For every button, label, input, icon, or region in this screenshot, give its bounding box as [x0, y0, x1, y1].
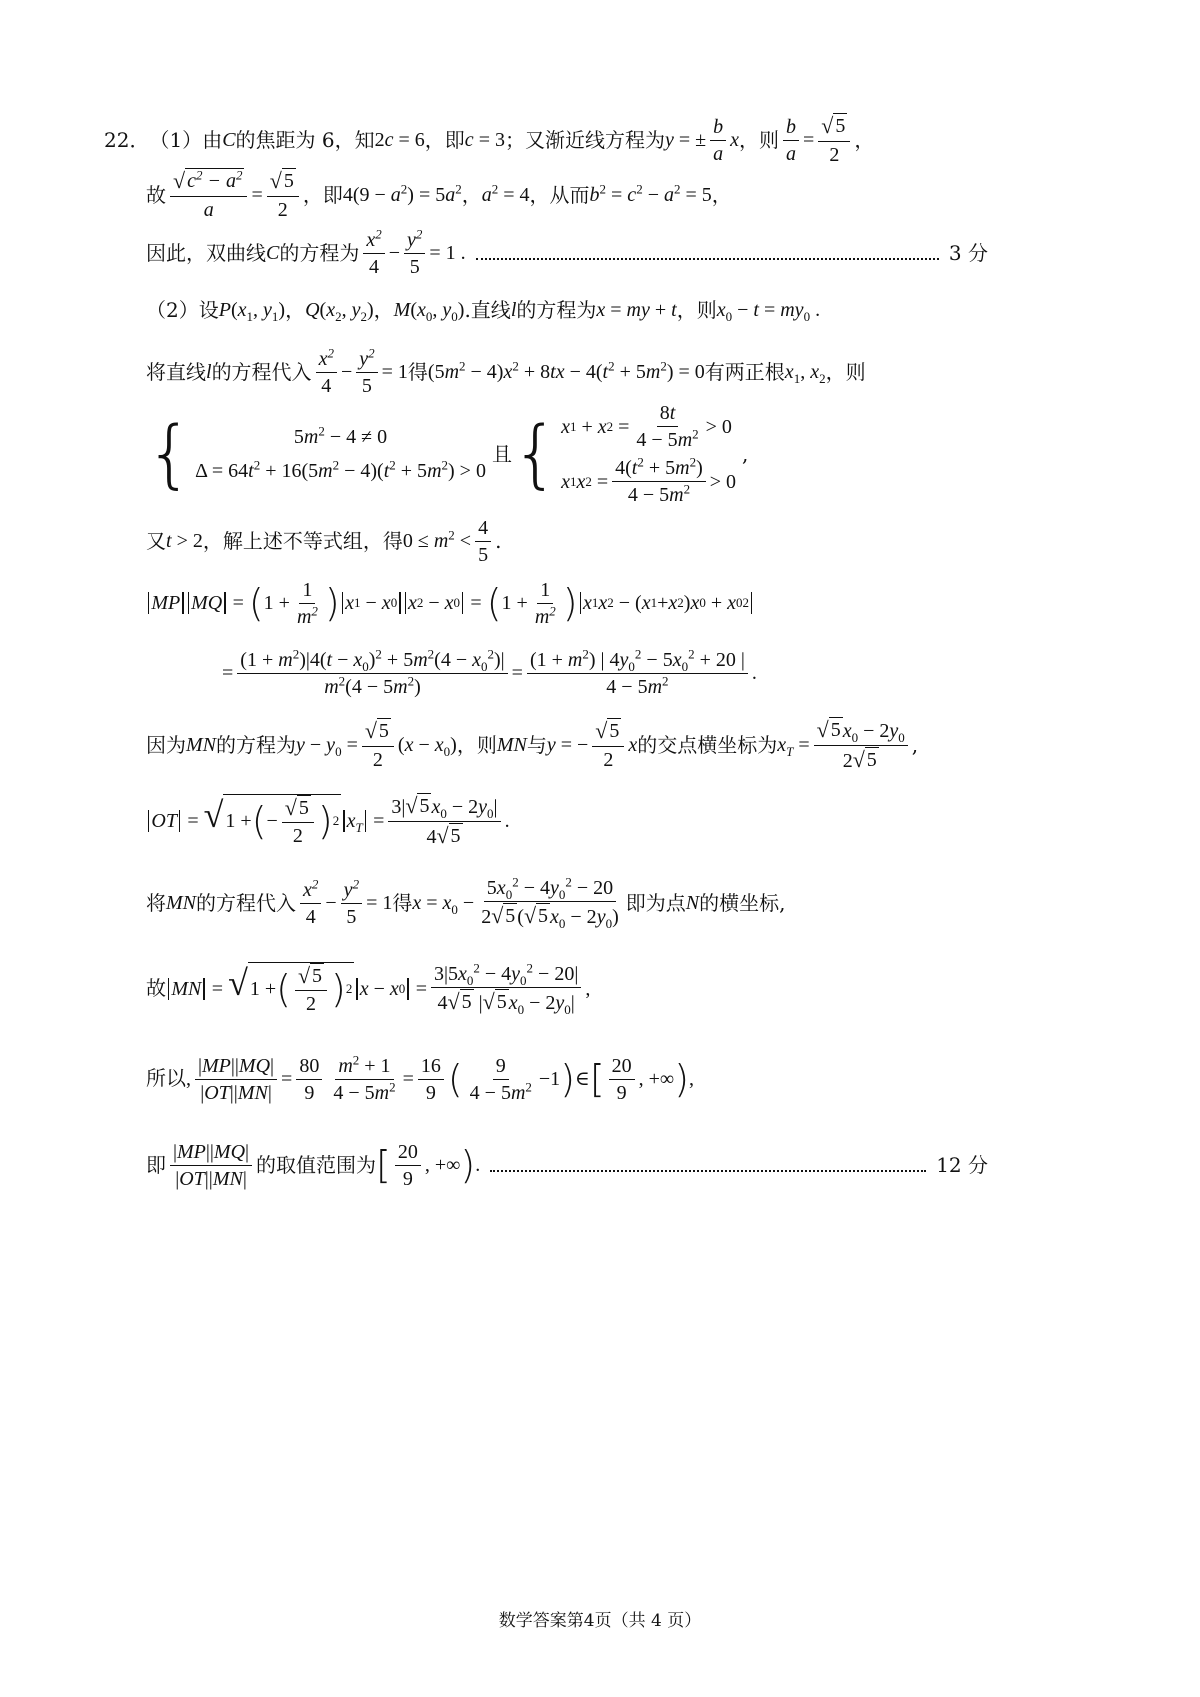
text-fragment: 得 [407, 360, 428, 384]
text-fragment: 由 [202, 128, 223, 152]
dot-leader [490, 1158, 926, 1172]
score-12: 12 分 [936, 1153, 988, 1177]
line-substitute: 将直线 l 的方程代入 $\frac{x^2}{4}$ − $\frac{y^2}{5}$ = 1 得 $(5m^2 - 4)x^2 + 8tx - 4(t^2 + 5m^2) = 0$ 有两正根 $x_1$, $x_2$ ，则 [146, 344, 866, 397]
line-ratio: 所以, $\frac{|MP||MQ|}{|OT||MN|}$ = $\frac{80}{9}$ $\frac{m^2 + 1}{4 - 5m^2}$ = $\frac{16}{9}$ ( $\frac{9}{4 - 5m^2}$ −1 ) ∈ [ $\frac{20}{9}$ , +∞ ) , [146, 1051, 695, 1104]
text-fragment: 的方程为 [516, 298, 597, 322]
text-fragment: ，则 [676, 298, 717, 322]
line-inequality-system: { $5m^2 - 4 \ne 0$ $\Delta = 64t^2 + 16(5m^2 - 4)(t^2 + 5m^2) > 0$ 且 { x 1 + x 2 = $\frac{8t}{4 - 5m^2}$ > 0 x 1 x 2 = $\frac{4(t^2 + 5m^2)}{4 - 5m^2}$ > 0 , [146, 402, 749, 506]
text-fragment: ，从而 [529, 183, 590, 207]
line-final: 即 $\frac{|MP||MQ|}{|OT||MN|}$ 的取值范围为 [ $\frac{20}{9}$ , +∞ ) . 12 分 [146, 1140, 988, 1190]
text-fragment: ，即 [302, 183, 343, 207]
line-part1-intro: 22． （1） 由 C 的焦距为 6，知 2c = 6 ，即 c = 3 ；又渐近线方程为 y = ± $\frac{b}{a}$ x ，则 $\frac{b}{a}$ = √ 5 2 ， [104, 113, 875, 166]
text-fragment: 的取值范围为 [256, 1153, 377, 1177]
text-fragment: 的焦距为 6，知 [235, 128, 375, 152]
text-fragment: 将 [146, 891, 166, 915]
line-ot: OT = √ 1 + ( − √ 5 2 ) 2 $x_T$ = 3| √ 5 $x_0 - 2y_0|$ 4 √ 5 . [146, 790, 746, 852]
line-mn-length: 故 MN = √ 1 + ( √ 5 2 ) 2 x − x 0 = $3|5x_0^2 - 4y_0^2 - 20|$ 4 √ 5 | √ 5 $x_0 - 2y_0|$ , [146, 960, 591, 1018]
text-fragment: ，则 [739, 128, 780, 152]
score-3: 3 分 [948, 241, 988, 265]
text-fragment: 设 [198, 298, 219, 322]
text-fragment: 将直线 [146, 360, 206, 384]
line-n-abscissa: 将 MN 的方程代入 $\frac{x^2}{4}$ − $\frac{y^2}{5}$ = 1 得 $x = x_0$ − $5x_0^2 - 4y_0^2 - 20$ 2 √ 5 ( √ 5 $x_0 - 2y_0$) 即为点 N 的横坐标, [146, 874, 786, 932]
text-fragment: 即为点 [625, 891, 686, 915]
part1-label: （1） [149, 128, 203, 152]
text-fragment: 又 [146, 529, 166, 553]
problem-number: 22． [104, 128, 150, 152]
line-mp-mq-cont: = $\frac{(1 + m^2)|4(t - x_0)^2 + 5m^2(4 - x_0^2)|}{m^2(4 - 5m^2)}$ = $\frac{(1 + m^2) | 4y_0^2 - 5x_0^2 + 20 |}{4 - 5m^2}$ . [222, 645, 757, 698]
text-fragment: ，则 [456, 733, 497, 757]
line-mn-equation: 因为 MN 的方程为 $y - y_0$ = √ 5 2 $(x - x_0)$ ，则 MN 与 y = − √ 5 2 x 的交点横坐标为 $x_T$ = √ 5 $x_0 - 2y_0$ 2 √ 5 , [146, 717, 919, 772]
text-fragment: 且 [491, 442, 512, 466]
text-fragment: 的横坐标, [699, 891, 786, 915]
text-fragment: ，即 [424, 128, 465, 152]
text-fragment: 所以, [146, 1068, 191, 1090]
page-footer: 数学答案第4页（共 4 页） [498, 1611, 702, 1631]
text-fragment: 的方程代入 [196, 891, 296, 915]
line-part1-solve: 故 √ $c^2 - a^2$ a = √ 5 2 ，即 $4(9 - a^2) = 5a^2$ ， $a^2 = 4$ ，从而 $b^2 = c^2 - a^2 = 5$ ， [146, 167, 732, 221]
text-fragment: 因为 [146, 733, 186, 757]
text-fragment: 得 [392, 891, 413, 915]
text-fragment: 与 [526, 733, 547, 757]
text-fragment: .直线 [464, 298, 511, 322]
text-fragment: 故 [146, 183, 166, 207]
text-fragment: 因此，双曲线 [146, 241, 266, 265]
line-range-m: 又 t > 2 ，解上述不等式组，得 $0 \le m^2$ < $\frac{4}{5}$ . [146, 516, 502, 566]
text-fragment: 的方程为 [279, 241, 360, 265]
dot-leader [476, 246, 939, 260]
line-part1-result: 因此，双曲线 C 的方程为 $\frac{x^2}{4}$ − $\frac{y^2}{5}$ = 1 . 3 分 [146, 225, 988, 278]
text-fragment: 有两正根 [704, 360, 785, 384]
text-fragment: 的方程代入 [211, 360, 312, 384]
line-mp-mq: MP MQ = ( 1 + $\frac{1}{m^2}$ ) x 1 − x 0 x 2 − x 0 = ( 1 + $\frac{1}{m^2}$ ) x 1 x 2 − ( x 1 + x 2 ) x 0 + x 0 2 [146, 574, 1096, 632]
text-fragment: 即 [146, 1153, 166, 1177]
text-fragment: ，解上述不等式组，得 [202, 529, 403, 553]
line-part2-setup: （2） 设 $P(x_1$, $y_1$) ， $Q(x_2$, $y_2$) ， $M(x_0$, $y_0$) .直线 l 的方程为 x = my + t ，则 $x_0 - t = my_0$ . [146, 298, 821, 324]
part2-label: （2） [146, 298, 199, 322]
text-fragment: 的方程为 [216, 733, 296, 757]
text-fragment: ，则 [825, 360, 866, 384]
text-fragment: 的交点横坐标为 [637, 733, 778, 757]
text-fragment: ；又渐近线方程为 [504, 128, 665, 152]
text-fragment: 故 [146, 978, 166, 1000]
